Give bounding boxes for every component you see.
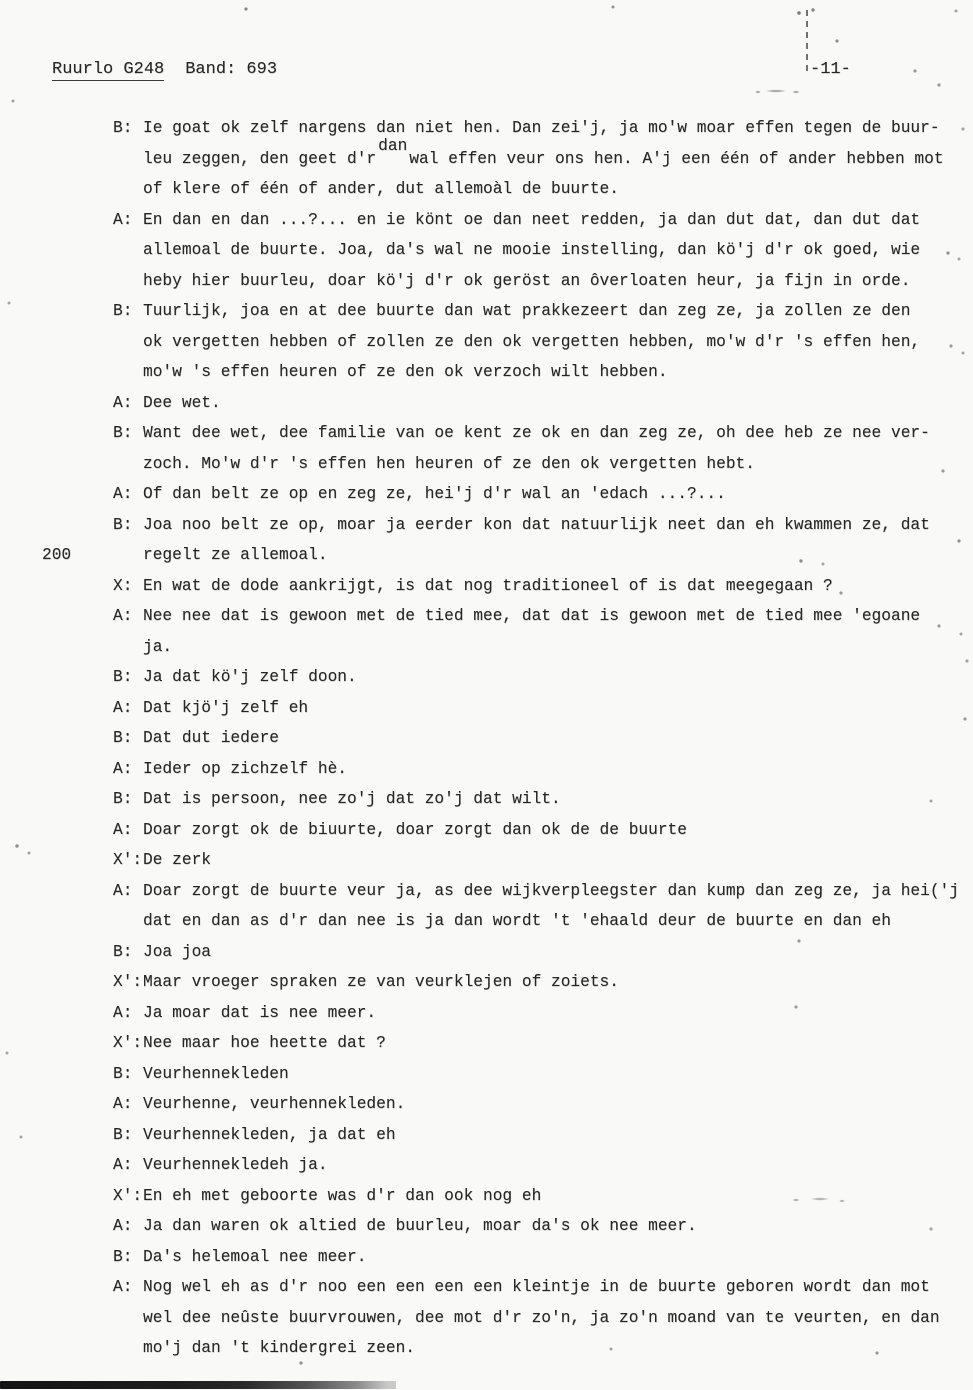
- dialogue-line: Dee wet.: [143, 393, 221, 412]
- speaker-label: A:: [113, 759, 133, 778]
- document-band-number: Band: 693: [185, 60, 278, 79]
- dialogue-entry: [113, 571, 963, 602]
- speaker-label: B:: [113, 515, 133, 534]
- dialogue-entry: [113, 1089, 963, 1120]
- dialogue-entry: [113, 998, 963, 1029]
- dialogue-line: En eh met geboorte was d'r dan ook nog eh: [143, 1186, 542, 1205]
- dialogue-entry: [113, 967, 963, 998]
- speaker-label: B:: [113, 790, 133, 808]
- dialogue-lines: [143, 479, 963, 510]
- dialogue-lines: [143, 937, 963, 968]
- dialogue-entry: [113, 1242, 963, 1273]
- dialogue-entry: [113, 876, 963, 937]
- document-header: [52, 60, 277, 79]
- speaker-label: A:: [113, 485, 133, 503]
- dialogue-lines: [42, 510, 963, 571]
- dialogue-lines: [143, 845, 963, 876]
- document-title: Ruurlo G248: [52, 60, 165, 79]
- dialogue-line: ok vergetten hebben of zollen ze den ok vergetten hebben, mo'w d'r 's effen hen,: [143, 332, 921, 351]
- inserted-word-above-line: dan: [378, 136, 408, 155]
- dialogue-line: Dat dut iedere: [143, 729, 279, 747]
- dialogue-lines: [143, 998, 963, 1029]
- speaker-label: A:: [113, 820, 133, 839]
- scan-noise-specks: [0, 0, 2, 2]
- dialogue-lines: [143, 815, 963, 846]
- dialogue-entry: [113, 388, 963, 419]
- speaker-label: A:: [113, 698, 133, 717]
- dialogue-entry: [42, 510, 963, 571]
- dialogue-lines: [143, 571, 963, 602]
- dialogue-entry: [113, 662, 963, 693]
- dialogue-entry: [113, 113, 963, 205]
- dialogue-lines: [143, 693, 963, 724]
- dialogue-lines: [143, 876, 963, 937]
- speaker-label: B:: [113, 1125, 133, 1144]
- dialogue-lines: [143, 967, 963, 998]
- dialogue-line: De zerk: [143, 851, 211, 869]
- dialogue-lines: [143, 1272, 963, 1364]
- dialogue-line: Want dee wet, dee familie van oe kent ze ok en dan zeg ze, oh dee heb ze nee ver-: [143, 424, 930, 442]
- speaker-label: B:: [113, 942, 133, 961]
- dialogue-line: Dat is persoon, nee zo'j dat zo'j dat wilt.: [143, 790, 561, 808]
- speaker-label: B:: [113, 1064, 133, 1083]
- speaker-label: B:: [113, 1247, 133, 1266]
- dialogue-line: Of dan belt ze op en zeg ze, hei'j d'r wal an 'edach ...?...: [143, 485, 726, 503]
- dialogue-lines: [143, 1059, 963, 1090]
- dialogue-lines: [143, 205, 963, 297]
- dialogue-lines: [143, 1120, 963, 1151]
- dialogue-lines: [143, 418, 963, 479]
- dialogue-line: wel dee neûste buurvrouwen, dee mot d'r zo'n, ja zo'n moand van te veurten, en dan: [143, 1308, 940, 1327]
- dialogue-entry: [113, 1211, 963, 1242]
- scan-artifact-smudge: [750, 88, 806, 95]
- dialogue-entry: [113, 205, 963, 297]
- speaker-label: A:: [113, 1156, 133, 1174]
- dialogue-line: Veurhennekleden, ja dat eh: [143, 1125, 396, 1144]
- dialogue-line: Ja moar dat is nee meer.: [143, 1003, 377, 1022]
- dialogue-line: Ja dat kö'j zelf doon.: [143, 668, 357, 686]
- dialogue-line: ja.: [143, 637, 173, 656]
- dialogue-line: Ja dan waren ok altied de buurleu, moar da's ok nee meer.: [143, 1217, 697, 1235]
- dialogue-entry: [113, 479, 963, 510]
- dialogue-line: En wat de dode aankrijgt, is dat nog traditioneel of is dat meegegaan ?: [143, 576, 833, 595]
- dialogue-lines: [143, 784, 963, 815]
- dialogue-lines: [143, 1211, 963, 1242]
- dialogue: [42, 113, 963, 1364]
- dialogue-line: Nee nee dat is gewoon met de tied mee, dat dat is gewoon met de tied mee 'egoane: [143, 607, 921, 625]
- dialogue-line: Veurhennekleden: [143, 1064, 289, 1083]
- dialogue-line: Joa joa: [143, 942, 211, 961]
- dialogue-line: Ie goat ok zelf nargens dan niet hen. Dan zei'j, ja mo'w moar effen tegen de buur-: [143, 119, 940, 137]
- speaker-label: B:: [113, 119, 133, 137]
- speaker-label: B:: [113, 302, 133, 320]
- dialogue-line: Tuurlijk, joa en at dee buurte dan wat prakkezeert dan zeg ze, ja zollen ze den: [143, 302, 911, 320]
- dialogue-entry: [113, 1272, 963, 1364]
- page-number: -11-: [810, 60, 851, 79]
- dialogue-entry: [113, 723, 963, 754]
- scan-artifact-smudge: [790, 1196, 850, 1204]
- scan-artifact-vertical-line: [806, 10, 808, 76]
- dialogue-line: zoch. Mo'w d'r 's effen hen heuren of ze den ok vergetten hebt.: [143, 454, 755, 473]
- dialogue-line: Joa noo belt ze op, moar ja eerder kon dat natuurlijk neet dan eh kwammen ze, dat: [143, 515, 930, 534]
- dialogue-lines: [143, 296, 963, 388]
- dialogue-line: Da's helemoal nee meer.: [143, 1247, 367, 1266]
- dialogue-line: regelt ze allemoal. 200: [143, 540, 963, 571]
- dialogue-line: dat en dan as d'r dan nee is ja dan wordt 't 'ehaald deur de buurte en dan eh: [143, 912, 891, 930]
- speaker-label: X':: [113, 851, 143, 869]
- speaker-label: X':: [113, 1034, 143, 1052]
- dialogue-line: mo'w 's effen heuren of ze den ok verzoch wilt hebben.: [143, 363, 668, 381]
- speaker-label: A:: [113, 1095, 133, 1113]
- speaker-label: X':: [113, 973, 143, 991]
- dialogue-lines: [143, 388, 963, 419]
- dialogue-entry: [113, 296, 963, 388]
- speaker-label: A:: [113, 1278, 133, 1296]
- dialogue-entry: [113, 1028, 963, 1059]
- dialogue-line: Nee maar hoe heette dat ?: [143, 1034, 386, 1052]
- dialogue-lines: [143, 113, 963, 205]
- dialogue-entry: [113, 418, 963, 479]
- dialogue-entry: [113, 937, 963, 968]
- dialogue-entry: [113, 693, 963, 724]
- dialogue-entry: [113, 815, 963, 846]
- speaker-label: A:: [113, 881, 133, 900]
- dialogue-lines: [143, 1242, 963, 1273]
- dialogue-lines: [143, 1089, 963, 1120]
- dialogue-entry: [113, 1150, 963, 1181]
- speaker-label: X':: [113, 1186, 143, 1205]
- dialogue-entry: [113, 1120, 963, 1151]
- dialogue-line: Maar vroeger spraken ze van veurklejen of zoiets.: [143, 973, 619, 991]
- dialogue-entry: [113, 845, 963, 876]
- dialogue-line-part: wal effen veur ons hen. A'j een één of ander hebben mot: [409, 149, 944, 168]
- dialogue-line: Dat kjö'j zelf eh: [143, 698, 309, 717]
- dialogue-line: Veurhennekledeh ja.: [143, 1156, 328, 1174]
- dialogue-line: [143, 136, 963, 175]
- dialogue-entry: [113, 1059, 963, 1090]
- dialogue-lines: [143, 723, 963, 754]
- margin-line-number: 200: [42, 546, 72, 564]
- speaker-label: A:: [113, 210, 133, 229]
- dialogue-line: Ieder op zichzelf hè.: [143, 759, 347, 778]
- dialogue-lines: [143, 601, 963, 662]
- dialogue-line: of klere of één of ander, dut allemoàl de buurte.: [143, 180, 619, 198]
- speaker-label: A:: [113, 1003, 133, 1022]
- dialogue-line: En dan en dan ...?... en ie könt oe dan neet redden, ja dan dut dat, dan dut dat: [143, 210, 921, 229]
- dialogue-lines: [143, 1150, 963, 1181]
- dialogue-lines: [143, 1028, 963, 1059]
- speaker-label: X:: [113, 576, 133, 595]
- scan-artifact-bottom-bar: [0, 1381, 396, 1389]
- dialogue-line: allemoal de buurte. Joa, da's wal ne mooie instelling, dan kö'j d'r ok goed, wie: [143, 241, 921, 259]
- speaker-label: A:: [113, 393, 133, 412]
- speaker-label: B:: [113, 729, 133, 747]
- dialogue-line: heby hier buurleu, doar kö'j d'r ok geröst an ôverloaten heur, ja fijn in orde.: [143, 271, 911, 290]
- speaker-label: A:: [113, 607, 133, 625]
- dialogue-entry: [113, 754, 963, 785]
- dialogue-line: Veurhenne, veurhennekleden.: [143, 1095, 406, 1113]
- dialogue-line: Doar zorgt de buurte veur ja, as dee wijkverpleegster dan kump dan zeg ze, ja hei('j: [143, 881, 959, 900]
- dialogue-lines: [143, 754, 963, 785]
- dialogue-line: mo'j dan 't kindergrei zeen.: [143, 1339, 415, 1357]
- dialogue-lines: [143, 662, 963, 693]
- speaker-label: B:: [113, 424, 133, 442]
- dialogue-line-part: leu zeggen, den geet d'r: [143, 149, 377, 168]
- speaker-label: A:: [113, 1217, 133, 1235]
- dialogue-entry: [113, 784, 963, 815]
- dialogue-entry: [113, 601, 963, 662]
- speaker-label: B:: [113, 668, 133, 686]
- dialogue-line: Doar zorgt ok de biuurte, doar zorgt dan ok de de buurte: [143, 820, 687, 839]
- dialogue-line: Nog wel eh as d'r noo een een een een kleintje in de buurte geboren wordt dan mot: [143, 1278, 930, 1296]
